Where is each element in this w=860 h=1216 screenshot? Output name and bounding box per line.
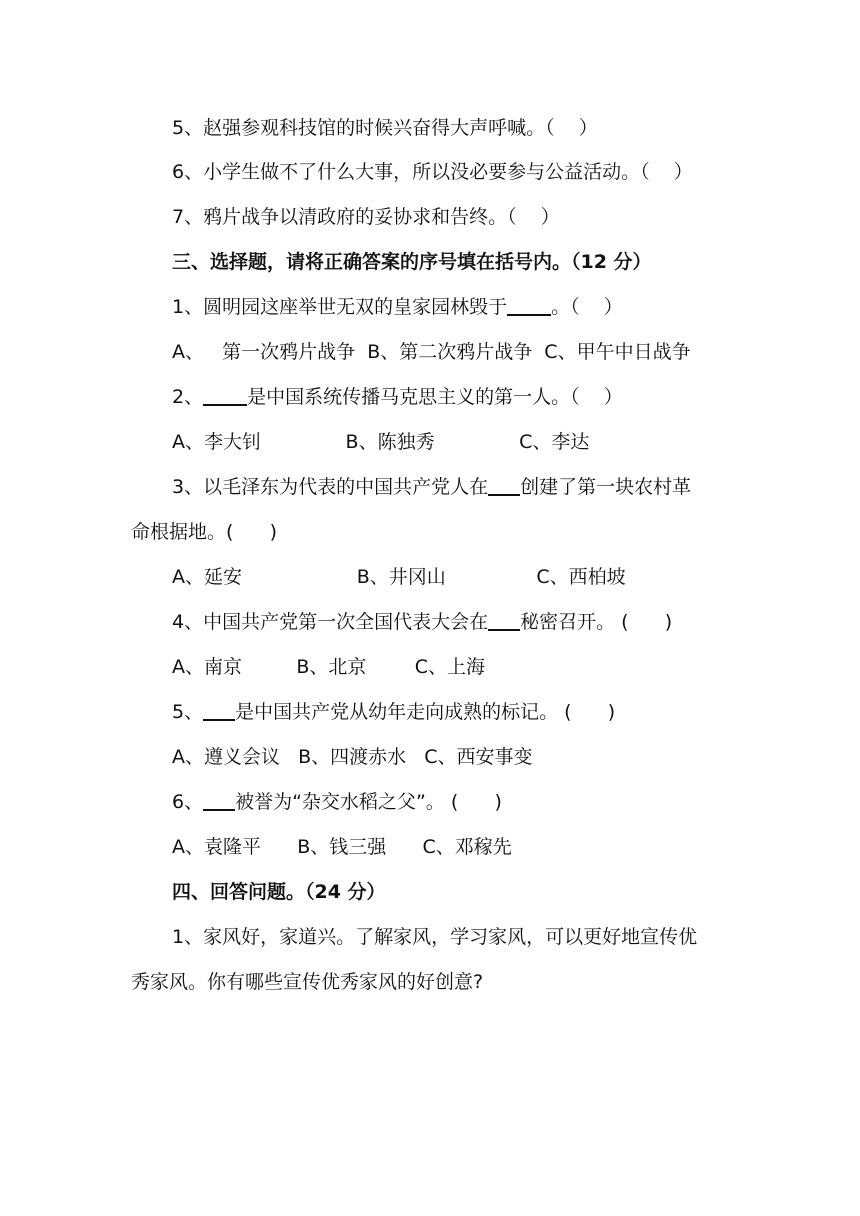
choice-options-5: A、遵义会议 B、四渡赤水 C、西安事变	[172, 746, 533, 768]
choice-options-6: A、袁隆平 B、钱三强 C、邓稼先	[172, 836, 512, 858]
answer-blank[interactable]	[488, 611, 520, 631]
answer-question-1-continued: 秀家风。你有哪些宣传优秀家风的好创意?	[131, 971, 484, 993]
answer-blank[interactable]	[488, 476, 520, 496]
choice-options-3: A、延安 B、井冈山 C、西柏坡	[172, 566, 626, 588]
answer-blank[interactable]	[203, 791, 235, 811]
question-text: 是中国系统传播马克思主义的第一人。（ ）	[247, 386, 623, 408]
question-text: 2、	[172, 386, 204, 408]
judge-question-6: 6、小学生做不了什么大事，所以没必要参与公益活动。（ ）	[172, 161, 693, 183]
question-text: 秘密召开。 ( )	[520, 611, 673, 633]
judge-question-7: 7、鸦片战争以清政府的妥协求和告终。（ ）	[172, 206, 560, 228]
choice-question-4	[172, 610, 672, 634]
question-text: 创建了第一块农村革	[520, 476, 692, 498]
choice-question-1	[172, 295, 623, 319]
choice-question-5	[172, 700, 615, 724]
question-text: 5、	[172, 701, 204, 723]
choice-question-6	[172, 790, 502, 814]
choice-options-4: A、南京 B、北京 C、上海	[172, 656, 485, 678]
question-text: 是中国共产党从幼年走向成熟的标记。 ( )	[235, 701, 616, 723]
choice-question-3	[172, 475, 691, 499]
judge-question-5: 5、赵强参观科技馆的时候兴奋得大声呼喊。（ ）	[172, 117, 598, 139]
answer-question-1: 1、家风好，家道兴。了解家风，学习家风，可以更好地宣传优	[172, 926, 698, 948]
section-3-heading: 三、选择题，请将正确答案的序号填在括号内。（12 分）	[172, 251, 652, 273]
choice-question-2	[172, 385, 623, 409]
answer-blank[interactable]	[203, 701, 235, 721]
question-text: 6、	[172, 791, 204, 813]
question-text: 4、中国共产党第一次全国代表大会在	[172, 611, 489, 633]
question-text: 3、以毛泽东为代表的中国共产党人在	[172, 476, 489, 498]
choice-options-2: A、李大钊 B、陈独秀 C、李达	[172, 431, 590, 453]
answer-blank[interactable]	[203, 386, 247, 406]
choice-options-1: A、 第一次鸦片战争 B、第二次鸦片战争 C、甲午中日战争	[172, 341, 691, 363]
question-text: 1、圆明园这座举世无双的皇家园林毁于	[172, 296, 508, 318]
question-text: 。（ ）	[551, 296, 623, 318]
question-text: 被誉为“杂交水稻之父”。 ( )	[235, 791, 502, 813]
answer-blank[interactable]	[507, 296, 551, 316]
choice-question-3-continued: 命根据地。( )	[131, 521, 278, 543]
section-4-heading: 四、回答问题。（24 分）	[172, 881, 386, 903]
